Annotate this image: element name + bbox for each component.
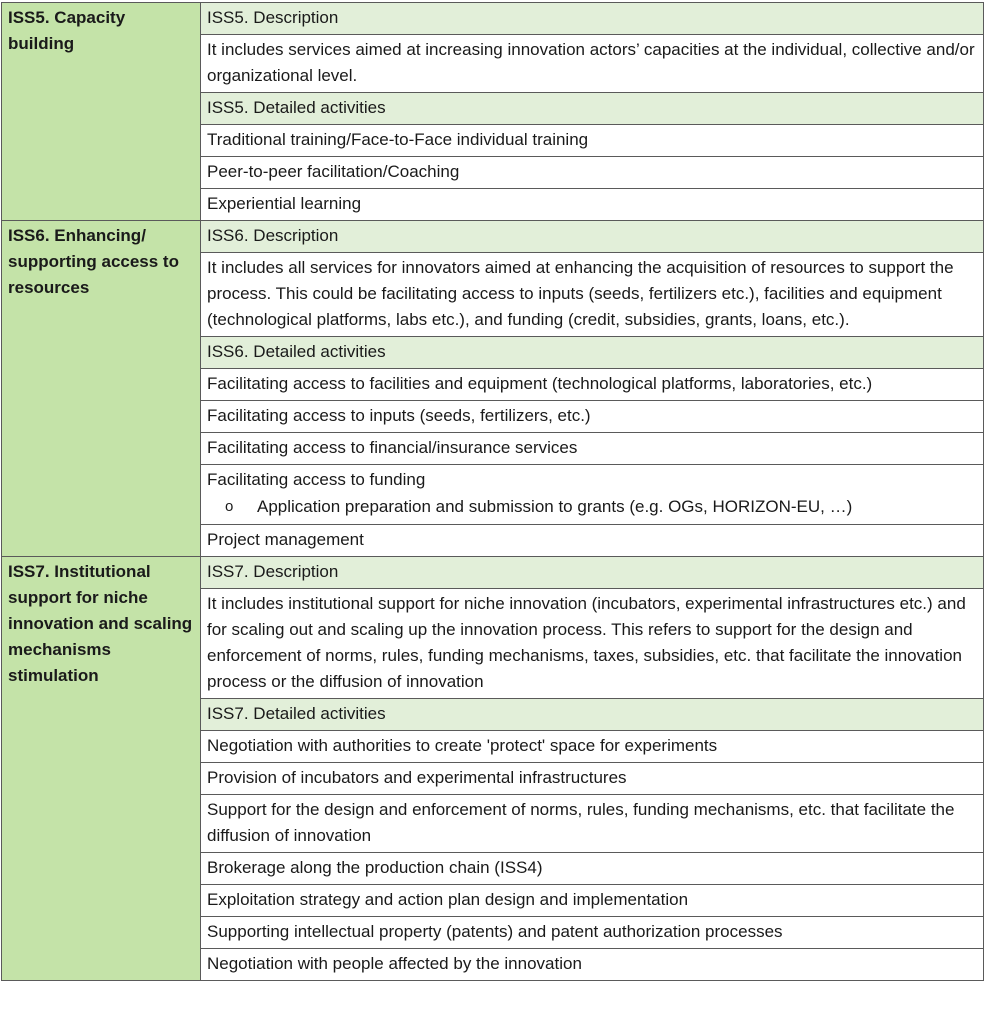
activity-item: Peer-to-peer facilitation/Coaching xyxy=(201,157,984,189)
description-text: It includes institutional support for niche innovation (incubators, experimental infrastructures etc.) and for scaling out and scaling up the innovation process. This refers to support for the design and enforcement of norms, rules, funding mechanisms, taxes, subsidies, etc. that facilitate the innovation process or the diffusion of innovation xyxy=(201,589,984,699)
activity-item: Brokerage along the production chain (ISS4) xyxy=(201,853,984,885)
activity-item: Supporting intellectual property (patents) and patent authorization processes xyxy=(201,917,984,949)
activity-item: Provision of incubators and experimental infrastructures xyxy=(201,763,984,795)
category-title: ISS6. Enhancing/ supporting access to resources xyxy=(8,226,179,297)
activity-item: Negotiation with people affected by the innovation xyxy=(201,949,984,981)
activities-heading: ISS5. Detailed activities xyxy=(201,93,984,125)
category-cell-iss6 xyxy=(2,221,201,557)
activities-heading: ISS7. Detailed activities xyxy=(201,699,984,731)
activity-subitem-text: Application preparation and submission to grants (e.g. OGs, HORIZON-EU, …) xyxy=(257,497,853,516)
category-cell-iss7 xyxy=(2,557,201,981)
activity-item-with-subitem xyxy=(201,465,984,525)
activity-subitem xyxy=(225,493,977,521)
activity-item: Support for the design and enforcement of norms, rules, funding mechanisms, etc. that facilitate the diffusion of innovation xyxy=(201,795,984,853)
activity-item: Project management xyxy=(201,525,984,557)
description-heading: ISS7. Description xyxy=(201,557,984,589)
description-heading: ISS5. Description xyxy=(201,3,984,35)
activity-item: Negotiation with authorities to create 'protect' space for experiments xyxy=(201,731,984,763)
activities-heading: ISS6. Detailed activities xyxy=(201,337,984,369)
activity-item: Facilitating access to financial/insurance services xyxy=(201,433,984,465)
description-text: It includes all services for innovators aimed at enhancing the acquisition of resources to support the process. This could be facilitating access to inputs (seeds, fertilizers etc.), facilities and equipment (technological platforms, labs etc.), and funding (credit, subsidies, grants, loans, etc.). xyxy=(201,253,984,337)
activity-item: Traditional training/Face-to-Face individual training xyxy=(201,125,984,157)
description-heading: ISS6. Description xyxy=(201,221,984,253)
category-title: ISS5. Capacity building xyxy=(8,8,126,53)
circle-bullet-icon: o xyxy=(225,498,234,515)
activity-item: Exploitation strategy and action plan design and implementation xyxy=(201,885,984,917)
category-cell-iss5 xyxy=(2,3,201,221)
description-text: It includes services aimed at increasing innovation actors’ capacities at the individual, collective and/or organizational level. xyxy=(201,35,984,93)
iss-services-table xyxy=(1,2,984,981)
activity-item: Facilitating access to facilities and equipment (technological platforms, laboratories, etc.) xyxy=(201,369,984,401)
activity-item: Experiential learning xyxy=(201,189,984,221)
activity-item: Facilitating access to inputs (seeds, fertilizers, etc.) xyxy=(201,401,984,433)
category-title: ISS7. Institutional support for niche innovation and scaling mechanisms stimulation xyxy=(8,562,193,685)
activity-item-label: Facilitating access to funding xyxy=(207,470,426,489)
